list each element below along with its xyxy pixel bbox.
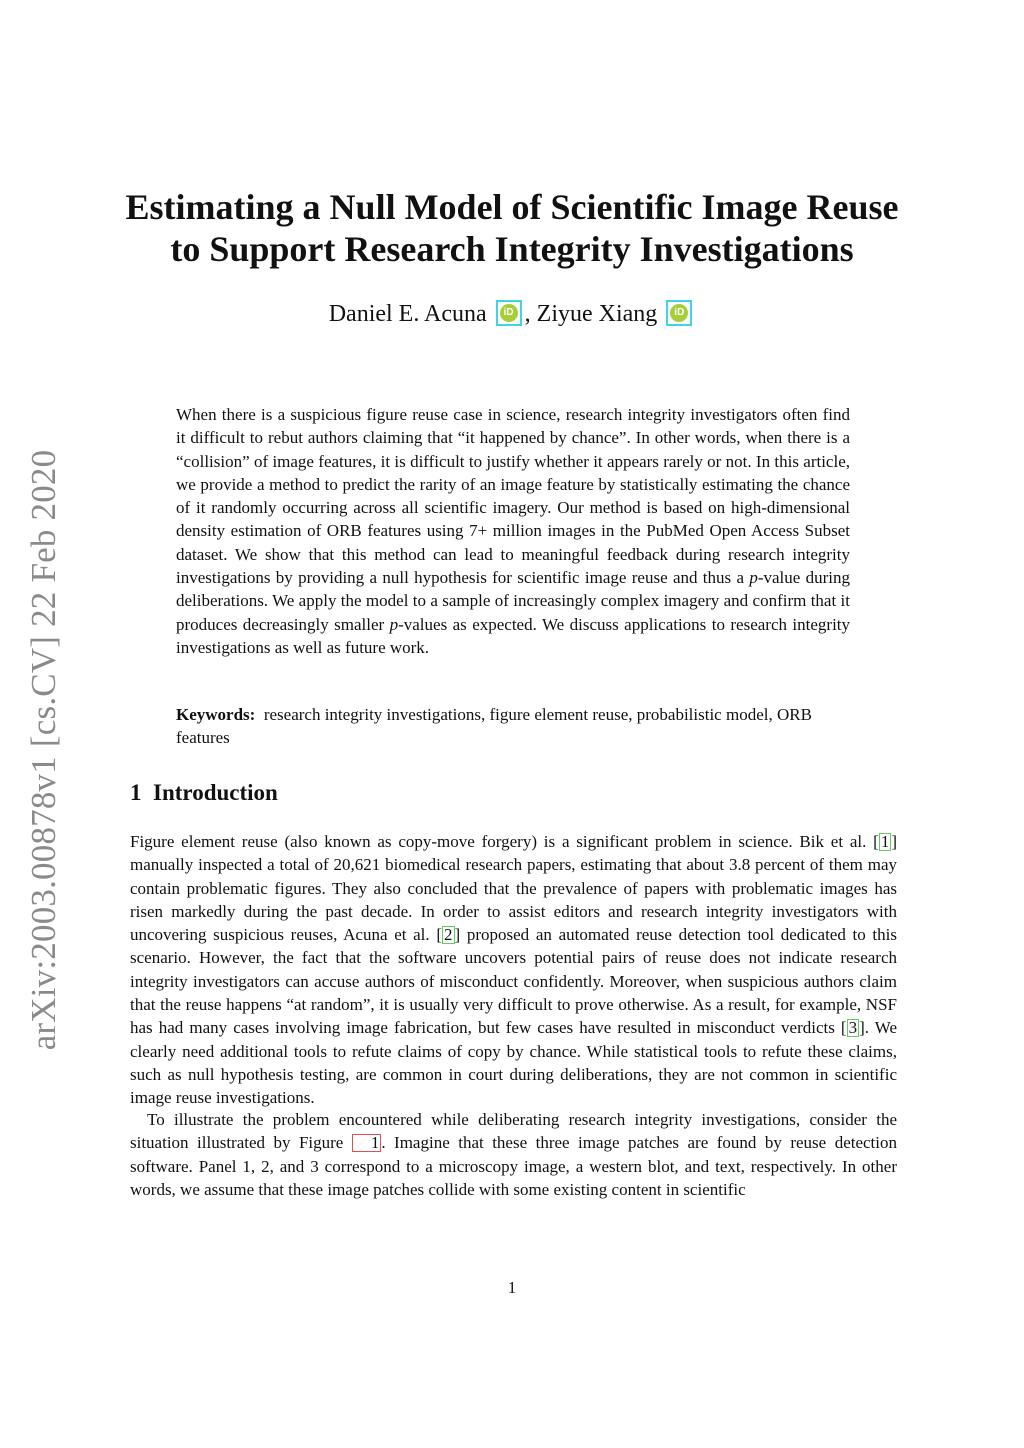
abstract-text-1: When there is a suspicious figure reuse case in science, research integrity investigators often find it difficult to rebut authors claiming that “it happened by chance”. In other words, when there is a “collision” of image features, it is difficult to justify whether it appears rarely or not. In this article, we provide a method to predict the rarity of an image feature by statistically estimating the chance of it randomly occurring across all scientific imagery. Our method is based on high-dimensional density estimation of ORB features using 7+ million images in the PubMed Open Access Subset dataset. We show that this method can lead to meaningful feedback during research integrity investigations by providing a null hypothesis for scientific image reuse and thus a	[176, 405, 850, 588]
orcid-icon: iD	[670, 304, 688, 322]
intro-p1-text-2: ] manually inspected a total of 20,621 biomedical research papers, estimating that about 3.8 percent of them may contain problematic figures. They also concluded that the prevalence of papers with problematic images has risen markedly during the past decade. In order to assist editors and research integrity investigators with uncovering suspicious reuses, Acuna et al. [	[130, 832, 897, 945]
intro-paragraph-2	[130, 1108, 897, 1201]
author-name-1: Daniel E. Acuna	[328, 301, 487, 327]
abstract	[176, 403, 850, 659]
orcid-link-1[interactable]	[496, 300, 522, 326]
citation-link-3[interactable]: 3	[848, 1018, 858, 1038]
citation-link-2[interactable]: 2	[444, 925, 453, 945]
page-number: 1	[507, 1278, 517, 1297]
intro-p1-text-4: ]. We clearly need additional tools to refute claims of copy by chance. While statistical tools to refute these claims, such as null hypothesis testing, are common in court during deliberations, they are not common in scientific image reuse investigations.	[130, 1018, 898, 1108]
intro-p2-text-2: . Imagine that these three image patches are found by reuse detection software. Panel 1, 2, and 3 correspond to a microscopy image, a western blot, and text, respectively. In other words, we assume that these image patches collide with some existing content in scientific	[130, 1133, 897, 1199]
abstract-text-2: -value during deliberations. We apply the model to a sample of increasingly complex imagery and confirm that it produces decreasingly smaller	[176, 568, 851, 634]
orcid-icon: iD	[500, 304, 518, 322]
intro-paragraph-1	[130, 830, 897, 1110]
author-list	[110, 298, 914, 330]
intro-p2-text-1: To illustrate the problem encountered while deliberating research integrity investigations, consider the situation illustrated by Figure	[130, 1110, 897, 1153]
keywords-text: research integrity investigations, figure element reuse, probabilistic model, ORB features	[176, 705, 812, 747]
author-name-2: Ziyue Xiang	[536, 301, 658, 327]
figure-reference-link[interactable]: 1	[352, 1134, 382, 1152]
orcid-link-2[interactable]	[666, 300, 692, 326]
section-heading-introduction	[130, 780, 278, 806]
section-number: 1	[130, 780, 142, 805]
abstract-p-symbol-1: p	[749, 568, 758, 588]
author-separator: ,	[524, 301, 531, 327]
keywords-label: Keywords:	[176, 705, 256, 724]
intro-p1-text-1: Figure element reuse (also known as copy-move forgery) is a significant problem in science. Bik et al. [	[130, 832, 879, 851]
title-line-1: Estimating a Null Model of Scientific Image Reuse	[125, 187, 899, 227]
intro-p1-text-3: ] proposed an automated reuse detection tool dedicated to this scenario. However, the fact that the software uncovers potential pairs of reuse does not indicate research integrity investigators can accuse authors of misconduct confidently. Moreover, when suspicious authors claim that the reuse happens “at random”, it is usually very difficult to prove otherwise. As a result, for example, NSF has had many cases involving image fabrication, but few cases have resulted in misconduct verdicts [	[130, 925, 897, 1038]
citation-link-1[interactable]: 1	[880, 832, 890, 851]
arxiv-sidebar	[14, 450, 74, 1050]
keywords	[176, 703, 856, 749]
title-line-2: to Support Research Integrity Investigations	[170, 229, 854, 269]
arxiv-identifier: arXiv:2003.00878v1 [cs.CV] 22 Feb 2020	[24, 449, 63, 1051]
section-title: Introduction	[153, 780, 278, 805]
paper-title	[110, 186, 914, 270]
abstract-text-3: -values as expected. We discuss applications to research integrity investigations as well as future work.	[176, 614, 851, 657]
abstract-p-symbol-2: p	[389, 614, 399, 634]
